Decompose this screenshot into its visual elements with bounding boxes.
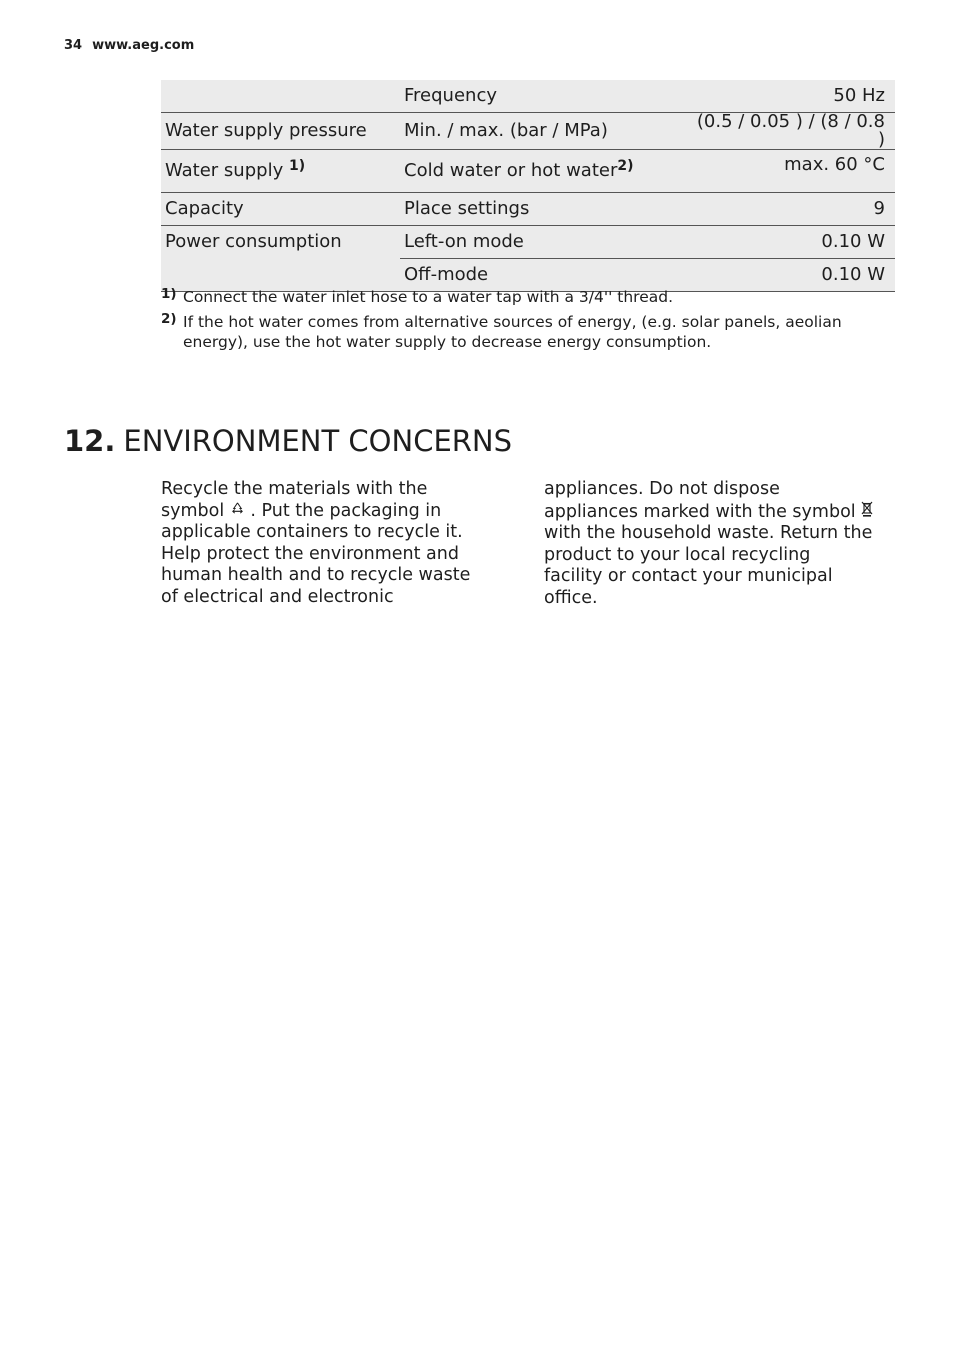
paragraph-text: appliances. Do not dispose appliances marked with the symbol — [544, 479, 856, 522]
condition-cell: Place settings — [400, 193, 684, 226]
value-cell: 50 Hz — [684, 80, 895, 113]
footnote-mark: 1) — [161, 286, 177, 302]
condition-cell: Left-on mode — [400, 226, 684, 259]
section-heading — [64, 424, 512, 458]
page-header — [64, 38, 194, 53]
param-cell — [161, 150, 400, 193]
footnote-mark: 2) — [161, 311, 177, 327]
paragraph-text: Recycle the materials with the symbol — [161, 479, 428, 521]
value-cell: 9 — [684, 193, 895, 226]
condition-cell: Min. / max. (bar / MPa) — [400, 113, 684, 150]
footnote-ref: 1) — [288, 158, 306, 174]
paragraph-text: . Put the packaging in applicable containers to recycle it. Help protect the environment and human health and to recycle waste of electrical and electronic — [161, 500, 471, 607]
param-cell — [161, 80, 400, 113]
footnote-text: Connect the water inlet hose to a water tap with a 3/4'' thread. — [183, 288, 673, 306]
footnote-ref: 2) — [617, 158, 634, 174]
table-row — [161, 193, 895, 226]
condition-cell: Off-mode — [400, 259, 684, 292]
section-column-left — [161, 479, 471, 609]
param-cell: Power consumption — [161, 226, 400, 259]
param-cell: Capacity — [161, 193, 400, 226]
footnote — [161, 312, 895, 352]
table-row — [161, 113, 895, 150]
value-cell: 0.10 W — [684, 226, 895, 259]
footnotes — [161, 287, 895, 357]
table-row — [161, 150, 895, 193]
param-text: Water supply — [165, 160, 284, 181]
page-number: 34 — [64, 38, 83, 53]
condition-cell: Frequency — [400, 80, 684, 113]
footnote — [161, 287, 895, 307]
value-cell: (0.5 / 0.05 ) / (8 / 0.8 ) — [684, 113, 895, 150]
condition-text: Cold water or hot water — [404, 160, 618, 181]
table-row — [161, 80, 895, 113]
footnote-text: If the hot water comes from alternative sources of energy, (e.g. solar panels, aeolian energy), use the hot water supply to decrease energy consumption. — [183, 313, 842, 351]
crossed-bin-icon — [861, 501, 873, 524]
section-number: 12. — [64, 424, 116, 458]
site-url: www.aeg.com — [92, 38, 195, 53]
technical-data-table — [161, 80, 895, 292]
value-cell: 0.10 W — [684, 259, 895, 292]
value-cell: max. 60 °C — [684, 150, 895, 193]
param-cell: Water supply pressure — [161, 113, 400, 150]
table-row — [161, 226, 895, 259]
recycle-icon — [230, 501, 245, 523]
section-column-right — [544, 479, 874, 610]
section-title: ENVIRONMENT CONCERNS — [123, 424, 513, 458]
condition-cell — [400, 150, 684, 193]
paragraph-text: with the household waste. Return the product to your local recycling facility or contact your municipal office. — [544, 523, 873, 608]
